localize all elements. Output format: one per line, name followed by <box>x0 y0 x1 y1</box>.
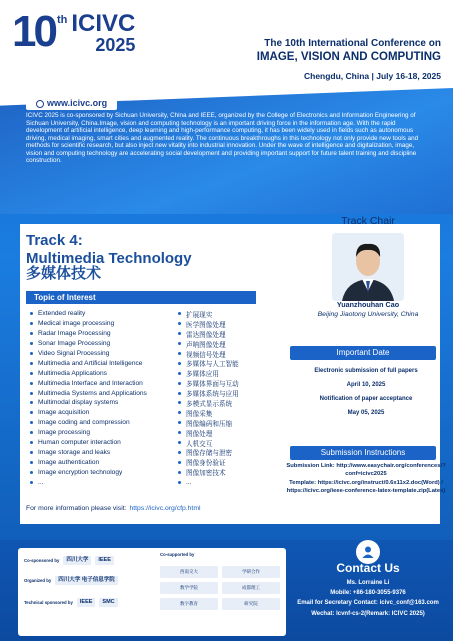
bullet-icon <box>30 431 33 434</box>
bullet-icon <box>178 382 181 385</box>
contact-details <box>284 578 452 619</box>
topic-chinese <box>178 447 232 457</box>
template-label: Template: <box>289 479 317 486</box>
contact-email[interactable]: Email for Secretary Contact: icivc_conf@163.com <box>297 600 439 607</box>
date-item-4: May 05, 2025 <box>347 410 385 416</box>
topic-row <box>30 329 260 339</box>
topic-chinese-text: ... <box>186 478 192 486</box>
co-sponsor-logo-2: IEEE <box>95 556 114 565</box>
bullet-icon <box>178 461 181 464</box>
contact-wechat: Wechat: Icvnf-cs-2(Remark: ICIVC 2025) <box>311 610 425 617</box>
topic-chinese <box>178 418 232 428</box>
technical-logo-2: SMC <box>99 598 117 607</box>
bullet-icon <box>30 392 33 395</box>
co-sponsor-label: Co-sponsored by <box>24 558 60 563</box>
topic-row <box>30 408 260 418</box>
bullet-icon <box>30 401 33 404</box>
track-name: Multimedia Technology <box>26 250 192 267</box>
co-supported-label: Co-supported by <box>160 552 195 557</box>
bullet-icon <box>178 401 181 404</box>
topic-row <box>30 319 260 329</box>
topic-english-text: Image acquisition <box>38 409 90 417</box>
topic-english <box>30 309 178 319</box>
topic-english-text: Radar Image Processing <box>38 330 111 338</box>
topic-english-text: Image coding and compression <box>38 419 130 427</box>
bullet-icon <box>30 411 33 414</box>
topic-chinese <box>178 339 226 349</box>
topic-chinese <box>178 319 226 329</box>
bullet-icon <box>30 481 33 484</box>
bullet-icon <box>178 431 181 434</box>
topic-chinese-text: 人机交互 <box>186 440 213 448</box>
contact-name: Ms. Lorraine Li <box>346 580 390 586</box>
topic-row <box>30 398 260 408</box>
co-supported-logo-5: 数字教育 <box>160 598 218 610</box>
topic-chinese <box>178 329 226 339</box>
template-row <box>284 479 448 496</box>
topic-chinese-text: 图像采集 <box>186 410 213 418</box>
bullet-icon <box>30 352 33 355</box>
bullet-icon <box>30 461 33 464</box>
bullet-icon <box>178 471 181 474</box>
topic-english-text: Medical image processing <box>38 320 115 328</box>
topic-chinese-text: 图像处理 <box>186 430 213 438</box>
topic-chinese-text: 多媒体界面与互动 <box>186 381 239 389</box>
website-link-text: www.icivc.org <box>47 98 108 108</box>
topic-english <box>30 339 178 349</box>
topic-chinese-text: 医学图像处理 <box>186 321 226 329</box>
co-sponsor-row <box>24 556 114 565</box>
topic-chinese <box>178 368 219 378</box>
topic-row <box>30 339 260 349</box>
topic-chinese-text: 多媒体与人工智能 <box>186 361 239 369</box>
topic-english-text: Multimedia and Artificial Intelligence <box>38 359 143 367</box>
topic-english <box>30 428 178 438</box>
user-icon-glyph <box>361 545 375 559</box>
topic-row <box>30 349 260 359</box>
topic-row <box>30 368 260 378</box>
more-info-text: For more information please visit: <box>26 505 127 512</box>
topic-chinese <box>178 378 239 388</box>
topic-english <box>30 329 178 339</box>
topic-english <box>30 349 178 359</box>
topic-chinese-text: 视频信号处理 <box>186 351 226 359</box>
bullet-icon <box>30 451 33 454</box>
conference-location-date: Chengdu, China | July 16-18, 2025 <box>303 71 441 81</box>
submission-link-row <box>284 462 448 479</box>
topic-english-text: Image processing <box>38 429 91 437</box>
topic-chinese-text: 扩展现实 <box>186 311 213 319</box>
organizer-row <box>24 576 118 585</box>
technical-logo-1: IEEE <box>77 598 96 607</box>
topic-chinese <box>178 428 212 438</box>
bullet-icon <box>178 441 181 444</box>
topic-english <box>30 467 178 477</box>
organizer-label: Organized by <box>24 578 52 583</box>
logo-year: 2025 <box>95 35 136 55</box>
topic-row <box>30 378 260 388</box>
topic-chinese <box>178 467 226 477</box>
conference-title <box>257 38 441 81</box>
website-link[interactable] <box>26 96 117 110</box>
topic-row <box>30 447 260 457</box>
topic-row <box>30 457 260 467</box>
topic-chinese-text: 声呐图像处理 <box>186 341 226 349</box>
co-supported-logos <box>160 566 280 610</box>
topic-chinese <box>178 477 192 487</box>
bullet-icon <box>178 411 181 414</box>
topic-english <box>30 438 178 448</box>
bullet-icon <box>178 312 181 315</box>
bullet-icon <box>178 352 181 355</box>
topic-english-text: Multimedia Applications <box>38 369 107 377</box>
bullet-icon <box>30 382 33 385</box>
logo-name-block <box>71 12 135 54</box>
technical-sponsor-row <box>24 598 118 607</box>
bullet-icon <box>178 372 181 375</box>
topic-english <box>30 398 178 408</box>
topic-english-text: Image encryption technology <box>38 468 123 476</box>
bullet-icon <box>30 372 33 375</box>
more-info <box>26 505 201 512</box>
topic-row <box>30 418 260 428</box>
topic-english <box>30 447 178 457</box>
topic-english <box>30 368 178 378</box>
intro-text: ICIVC 2025 is co-sponsored by Sichuan University, China and IEEE, organized by the College of Electronics and Information Engineering of Sichuan University, China.Image, vision and computing technology is an important driving force in the information age. With the rapid development of artificial intelligence, deep learning and high-performance computing, it has been widely used in fields such as autonomous driving, medical imaging, smart cities and augmented reality. The continuous breakthroughs in this technology not only provide new tools and methods for scientific research, but also inject new vitality into industrial innovation. Under the wave of intelligence and digitalization, image, vision and computing technology are accelerating social development and providing important support for future talent training and discipline construction. <box>26 112 419 164</box>
template-link[interactable]: https://icivc.org/instruct/0.6x11x2.doc(Word) / https://icivc.org/ieee-conference-latex-template.zip(Latex) <box>286 479 446 495</box>
topic-chinese-text: 图像编码和压缩 <box>186 420 233 428</box>
co-supported-logo-2: 学研合作 <box>222 566 280 578</box>
organizer-logo: 四川大学 电子信息学院 <box>55 576 118 585</box>
bullet-icon <box>30 332 33 335</box>
topic-chinese-text: 图像存储与泄密 <box>186 450 233 458</box>
topic-row <box>30 438 260 448</box>
topic-english <box>30 477 178 487</box>
conference-title-line1: The 10th International Conference on <box>264 38 441 49</box>
co-supported-logo-4: 成都理工 <box>222 582 280 594</box>
topic-chinese <box>178 309 212 319</box>
conference-title-line2: IMAGE, VISION AND COMPUTING <box>256 51 441 63</box>
bullet-icon <box>178 342 181 345</box>
topic-chinese-text: 图像身份验证 <box>186 460 226 468</box>
cfp-link[interactable]: https://icivc.org/cfp.html <box>129 505 201 512</box>
co-sponsor-logo-1: 四川大学 <box>63 556 91 565</box>
contact-mobile: Mobile: +86-180-3055-9376 <box>330 590 406 597</box>
chair-name: Yuanzhouhan Cao <box>336 300 400 309</box>
bullet-icon <box>30 471 33 474</box>
topic-chinese-text: 图像加密技术 <box>186 470 226 478</box>
topic-english-text: Sonar Image Processing <box>38 340 111 348</box>
topic-row <box>30 388 260 398</box>
important-date-banner: Important Date <box>290 346 436 360</box>
technical-sponsor-label: Technical sponsored by <box>24 600 73 605</box>
topic-list <box>30 309 260 487</box>
topic-chinese <box>178 388 239 398</box>
topic-english-text: Multimodal display systems <box>38 399 119 407</box>
topic-row <box>30 309 260 319</box>
topic-english <box>30 418 178 428</box>
topic-english-text: Multimedia Systems and Applications <box>38 389 147 397</box>
topic-english-text: Human computer interaction <box>38 439 121 447</box>
topic-english <box>30 408 178 418</box>
bullet-icon <box>30 421 33 424</box>
date-item-1: Electronic submission of full papers <box>314 368 418 374</box>
topic-english-text: Image authentication <box>38 458 100 466</box>
conference-logo <box>12 7 136 56</box>
bullet-icon <box>30 362 33 365</box>
topic-english-text: Extended reality <box>38 310 86 318</box>
topic-english <box>30 378 178 388</box>
topic-header: Topic of Interest <box>26 291 256 304</box>
track-number: Track 4: <box>26 232 83 249</box>
topic-chinese-text: 雷达图像处理 <box>186 331 226 339</box>
logo-ten: 10 <box>12 7 55 56</box>
bullet-icon <box>178 421 181 424</box>
topic-english-text: Image storage and leaks <box>38 448 111 456</box>
topic-chinese <box>178 358 239 368</box>
chair-affiliation: Beijing Jiaotong University, China <box>317 311 419 318</box>
bullet-icon <box>30 441 33 444</box>
globe-icon <box>36 100 44 108</box>
co-supported-logo-3: 数学学院 <box>160 582 218 594</box>
bullet-icon <box>30 312 33 315</box>
topic-chinese <box>178 398 232 408</box>
topic-row <box>30 358 260 368</box>
date-item-2: April 10, 2025 <box>346 382 386 388</box>
topic-row <box>30 428 260 438</box>
track-name-chinese: 多媒体技术 <box>26 265 102 282</box>
chair-photo-image <box>332 233 404 301</box>
topic-chinese <box>178 408 212 418</box>
bullet-icon <box>178 332 181 335</box>
bullet-icon <box>178 392 181 395</box>
topic-english-text: Video Signal Processing <box>38 350 110 357</box>
chair-photo <box>332 233 404 301</box>
contact-title: Contact Us <box>336 561 400 575</box>
bullet-icon <box>178 362 181 365</box>
topic-row <box>30 477 260 487</box>
topic-chinese <box>178 349 226 359</box>
logo-name: ICIVC <box>71 10 136 37</box>
topic-chinese <box>178 438 212 448</box>
topic-chinese-text: 多模式显示系统 <box>186 400 233 408</box>
bullet-icon <box>178 481 181 484</box>
bullet-icon <box>178 322 181 325</box>
topic-english <box>30 457 178 467</box>
co-supported-logo-1: 西南交大 <box>160 566 218 578</box>
co-supported-logo-6: 研究院 <box>222 598 280 610</box>
date-item-3: Notification of paper acceptance <box>319 396 413 402</box>
submission-link-label: Submission Link: <box>286 463 335 469</box>
logo-th: th <box>56 14 68 26</box>
submission-link[interactable]: http://www.easychair.org/conferences/?conf=icivc2025 <box>336 463 446 478</box>
track-chair-title: Track Chair <box>341 215 395 227</box>
bullet-icon <box>178 451 181 454</box>
bullet-icon <box>30 322 33 325</box>
topic-chinese-text: 多媒体系统与应用 <box>186 391 239 399</box>
topic-english <box>30 358 178 368</box>
topic-english <box>30 319 178 329</box>
submission-banner: Submission Instructions <box>290 446 436 460</box>
bullet-icon <box>30 342 33 345</box>
topic-english <box>30 388 178 398</box>
submission-details <box>284 462 448 496</box>
topic-chinese-text: 多媒体应用 <box>186 371 219 379</box>
topic-english-text: Multimedia Interface and Interaction <box>38 379 143 387</box>
topic-chinese <box>178 457 226 467</box>
topic-english-text: ... <box>38 478 44 486</box>
topic-row <box>30 467 260 477</box>
